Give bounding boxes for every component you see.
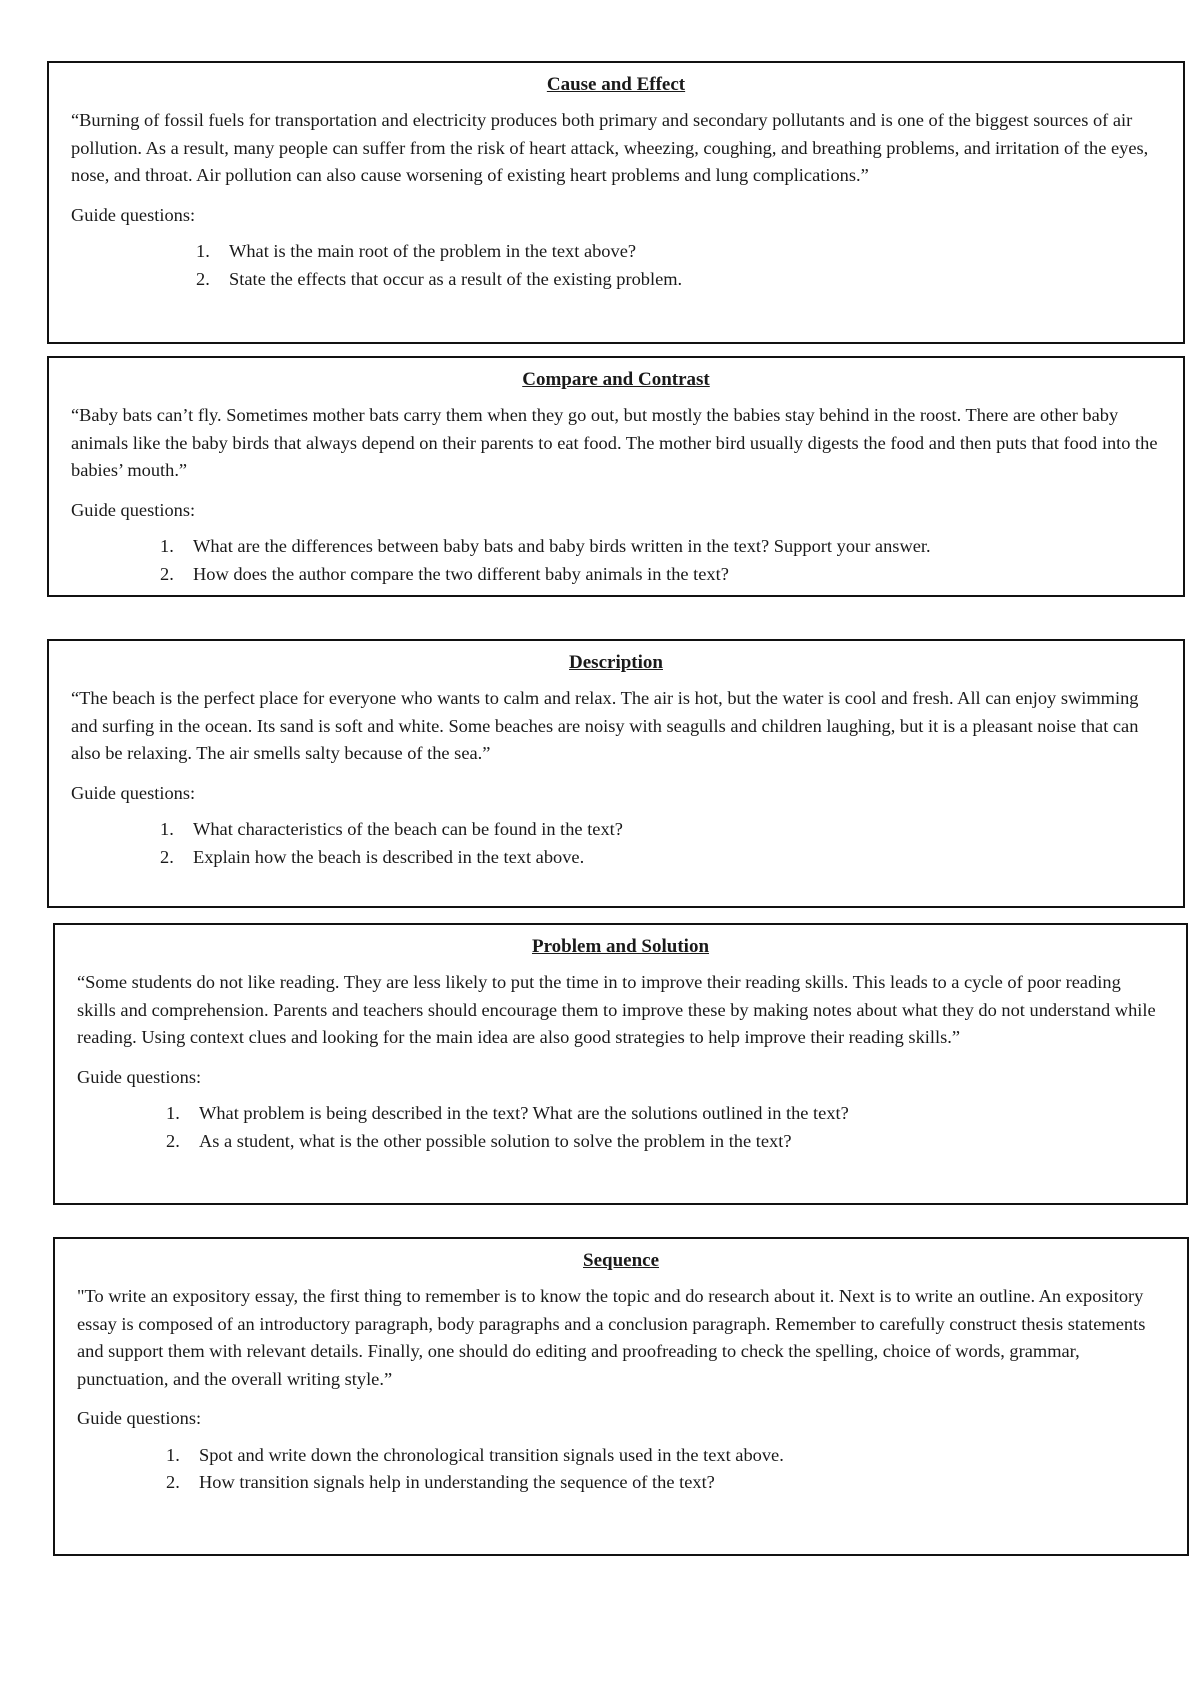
section-compare-and-contrast: [47, 356, 1185, 597]
question-text: What problem is being described in the text? What are the solutions outlined in the text?: [199, 1103, 849, 1123]
question-number: 2.: [166, 1472, 180, 1492]
question-number: 2.: [160, 563, 174, 584]
question-number: 2.: [166, 1130, 180, 1151]
question-text: What are the differences between baby bats and baby birds written in the text? Support your answer.: [193, 536, 931, 556]
question-number: 2.: [196, 268, 210, 289]
guide-questions-label: Guide questions:: [77, 1066, 202, 1087]
question-item: [196, 266, 1161, 294]
question-item: [166, 1128, 1164, 1156]
section-title: Sequence: [583, 1250, 659, 1271]
passage-text: “The beach is the perfect place for everyone who wants to calm and relax. The air is hot, but the water is cool and fresh. All can enjoy swimming and surfing in the ocean. Its sand is soft and white. Some beaches are noisy with seagulls and children laughing, but it is a pleasant noise that can also be relaxing. The air smells salty because of the sea.”: [71, 688, 1139, 763]
section-problem-and-solution: [53, 923, 1188, 1205]
question-item: [160, 844, 1161, 872]
guide-questions-label: Guide questions:: [71, 499, 196, 520]
question-text: How transition signals help in understanding the sequence of the text?: [199, 1472, 715, 1492]
question-number: 1.: [196, 241, 210, 261]
passage-text: “Burning of fossil fuels for transportation and electricity produces both primary and secondary pollutants and is one of the biggest sources of air pollution. As a result, many people can suffer from the risk of heart attack, wheezing, coughing, and breathing problems, and irritation of the eyes, nose, and throat. Air pollution can also cause worsening of existing heart problems and lung complications.”: [71, 110, 1149, 185]
question-item: [160, 561, 1161, 589]
question-text: Explain how the beach is described in the text above.: [193, 846, 585, 867]
section-title: Compare and Contrast: [522, 369, 710, 390]
guide-questions-label: Guide questions:: [77, 1408, 202, 1428]
question-item: [166, 1469, 1165, 1497]
question-item: [166, 1100, 1164, 1128]
section-title: Problem and Solution: [531, 936, 710, 957]
guide-questions-label: Guide questions:: [71, 204, 196, 225]
guide-questions-label: Guide questions:: [71, 782, 196, 803]
question-list: [160, 816, 1161, 871]
question-number: 1.: [166, 1103, 180, 1123]
question-list: [166, 1100, 1164, 1155]
question-text: As a student, what is the other possible solution to solve the problem in the text?: [199, 1130, 792, 1151]
question-number: 1.: [160, 536, 174, 556]
question-text: What characteristics of the beach can be found in the text?: [193, 819, 623, 839]
question-list: [166, 1442, 1165, 1497]
section-title: Description: [569, 652, 663, 673]
question-number: 1.: [166, 1444, 180, 1465]
question-text: How does the author compare the two different baby animals in the text?: [193, 563, 729, 584]
question-number: 1.: [160, 819, 174, 839]
question-number: 2.: [160, 846, 174, 867]
section-cause-and-effect: [47, 61, 1185, 344]
question-text: What is the main root of the problem in the text above?: [229, 241, 637, 261]
question-item: [160, 816, 1161, 844]
section-description: [47, 639, 1185, 908]
question-list: [196, 238, 1161, 293]
question-item: [160, 533, 1161, 561]
passage-text: “Some students do not like reading. They are less likely to put the time in to improve their reading skills. This leads to a cycle of poor reading skills and comprehension. Parents and teachers should encourage them to improve these by making notes about what they do not understand while reading. Using context clues and looking for the main idea are also good strategies to help improve their reading skills.”: [77, 972, 1156, 1047]
passage-text: "To write an expository essay, the first thing to remember is to know the topic and do research about it. Next is to write an outline. An expository essay is composed of an introductory paragraph, body paragraphs and a conclusion paragraph. Remember to carefully construct thesis statements and support them with relevant details. Finally, one should do editing and proofreading to check the spelling, choice of words, grammar, punctuation, and the overall writing style.”: [77, 1286, 1146, 1389]
question-text: State the effects that occur as a result of the existing problem.: [229, 268, 683, 289]
question-list: [160, 533, 1161, 588]
section-title: Cause and Effect: [546, 74, 686, 95]
section-sequence: [53, 1237, 1189, 1556]
passage-text: “Baby bats can’t fly. Sometimes mother bats carry them when they go out, but mostly the babies stay behind in the roost. There are other baby animals like the baby birds that always depend on their parents to eat food. The mother bird usually digests the food and then puts that food into the babies’ mouth.”: [71, 405, 1158, 480]
question-text: Spot and write down the chronological transition signals used in the text above.: [199, 1444, 784, 1465]
question-item: [166, 1442, 1165, 1470]
question-item: [196, 238, 1161, 266]
